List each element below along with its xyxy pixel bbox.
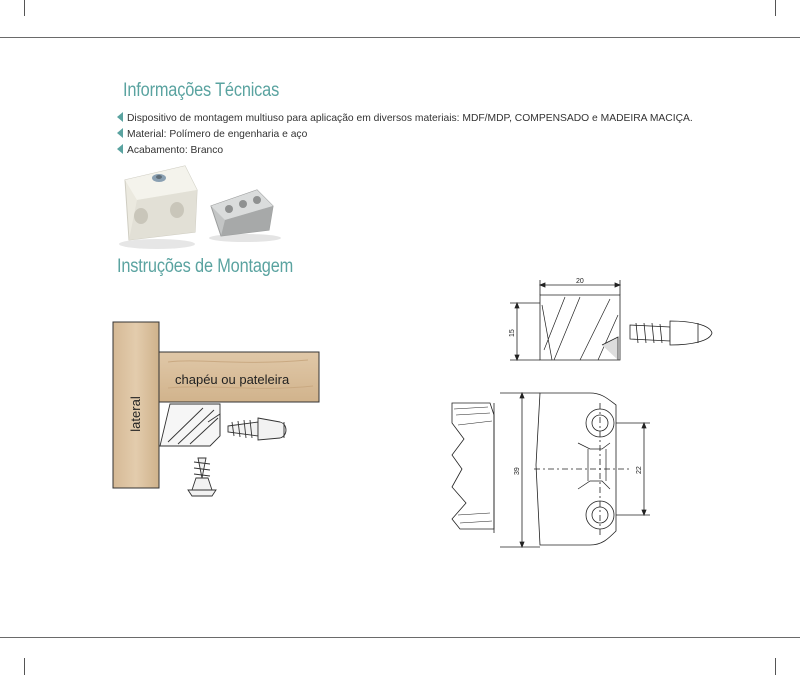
bullet-list-item [117, 112, 693, 124]
crop-mark [775, 658, 776, 675]
top-rule [0, 37, 800, 38]
side-label: lateral [128, 396, 143, 432]
white-connector-image [119, 166, 197, 249]
screw-horizontal-icon [228, 418, 286, 440]
crop-mark [775, 0, 776, 16]
technical-info-heading: Informações Técnicas [123, 80, 280, 101]
assembly-illustration [108, 318, 333, 508]
crop-mark [24, 658, 25, 675]
dimension-label-height: 39 [514, 467, 521, 475]
connector-drawing [160, 404, 220, 446]
technical-drawing [430, 275, 730, 565]
product-photo [115, 160, 295, 250]
triangle-bullet-icon [117, 128, 123, 138]
dimension-label-side: 15 [509, 329, 516, 337]
bullet-text: Dispositivo de montagem multiuso para aplicação em diversos materiais: MDF/MDP, COMPENSADO e MADEIRA MACIÇA. [127, 113, 693, 124]
assembly-heading: Instruções de Montagem [117, 256, 294, 277]
bullet-list-item [117, 128, 307, 140]
bullet-text: Material: Polímero de engenharia e aço [127, 129, 308, 140]
bottom-rule [0, 637, 800, 638]
triangle-bullet-icon [117, 112, 123, 122]
screw-vertical-icon [188, 458, 216, 496]
triangle-bullet-icon [117, 144, 123, 154]
dimension-label-holes: 22 [636, 466, 643, 474]
shelf-label: chapéu ou pateleira [175, 372, 290, 387]
metal-connector-image [209, 190, 281, 242]
dimension-label-top: 20 [576, 278, 584, 285]
bullet-text: Acabamento: Branco [127, 145, 224, 156]
crop-mark [24, 0, 25, 16]
bullet-list-item [117, 144, 223, 156]
